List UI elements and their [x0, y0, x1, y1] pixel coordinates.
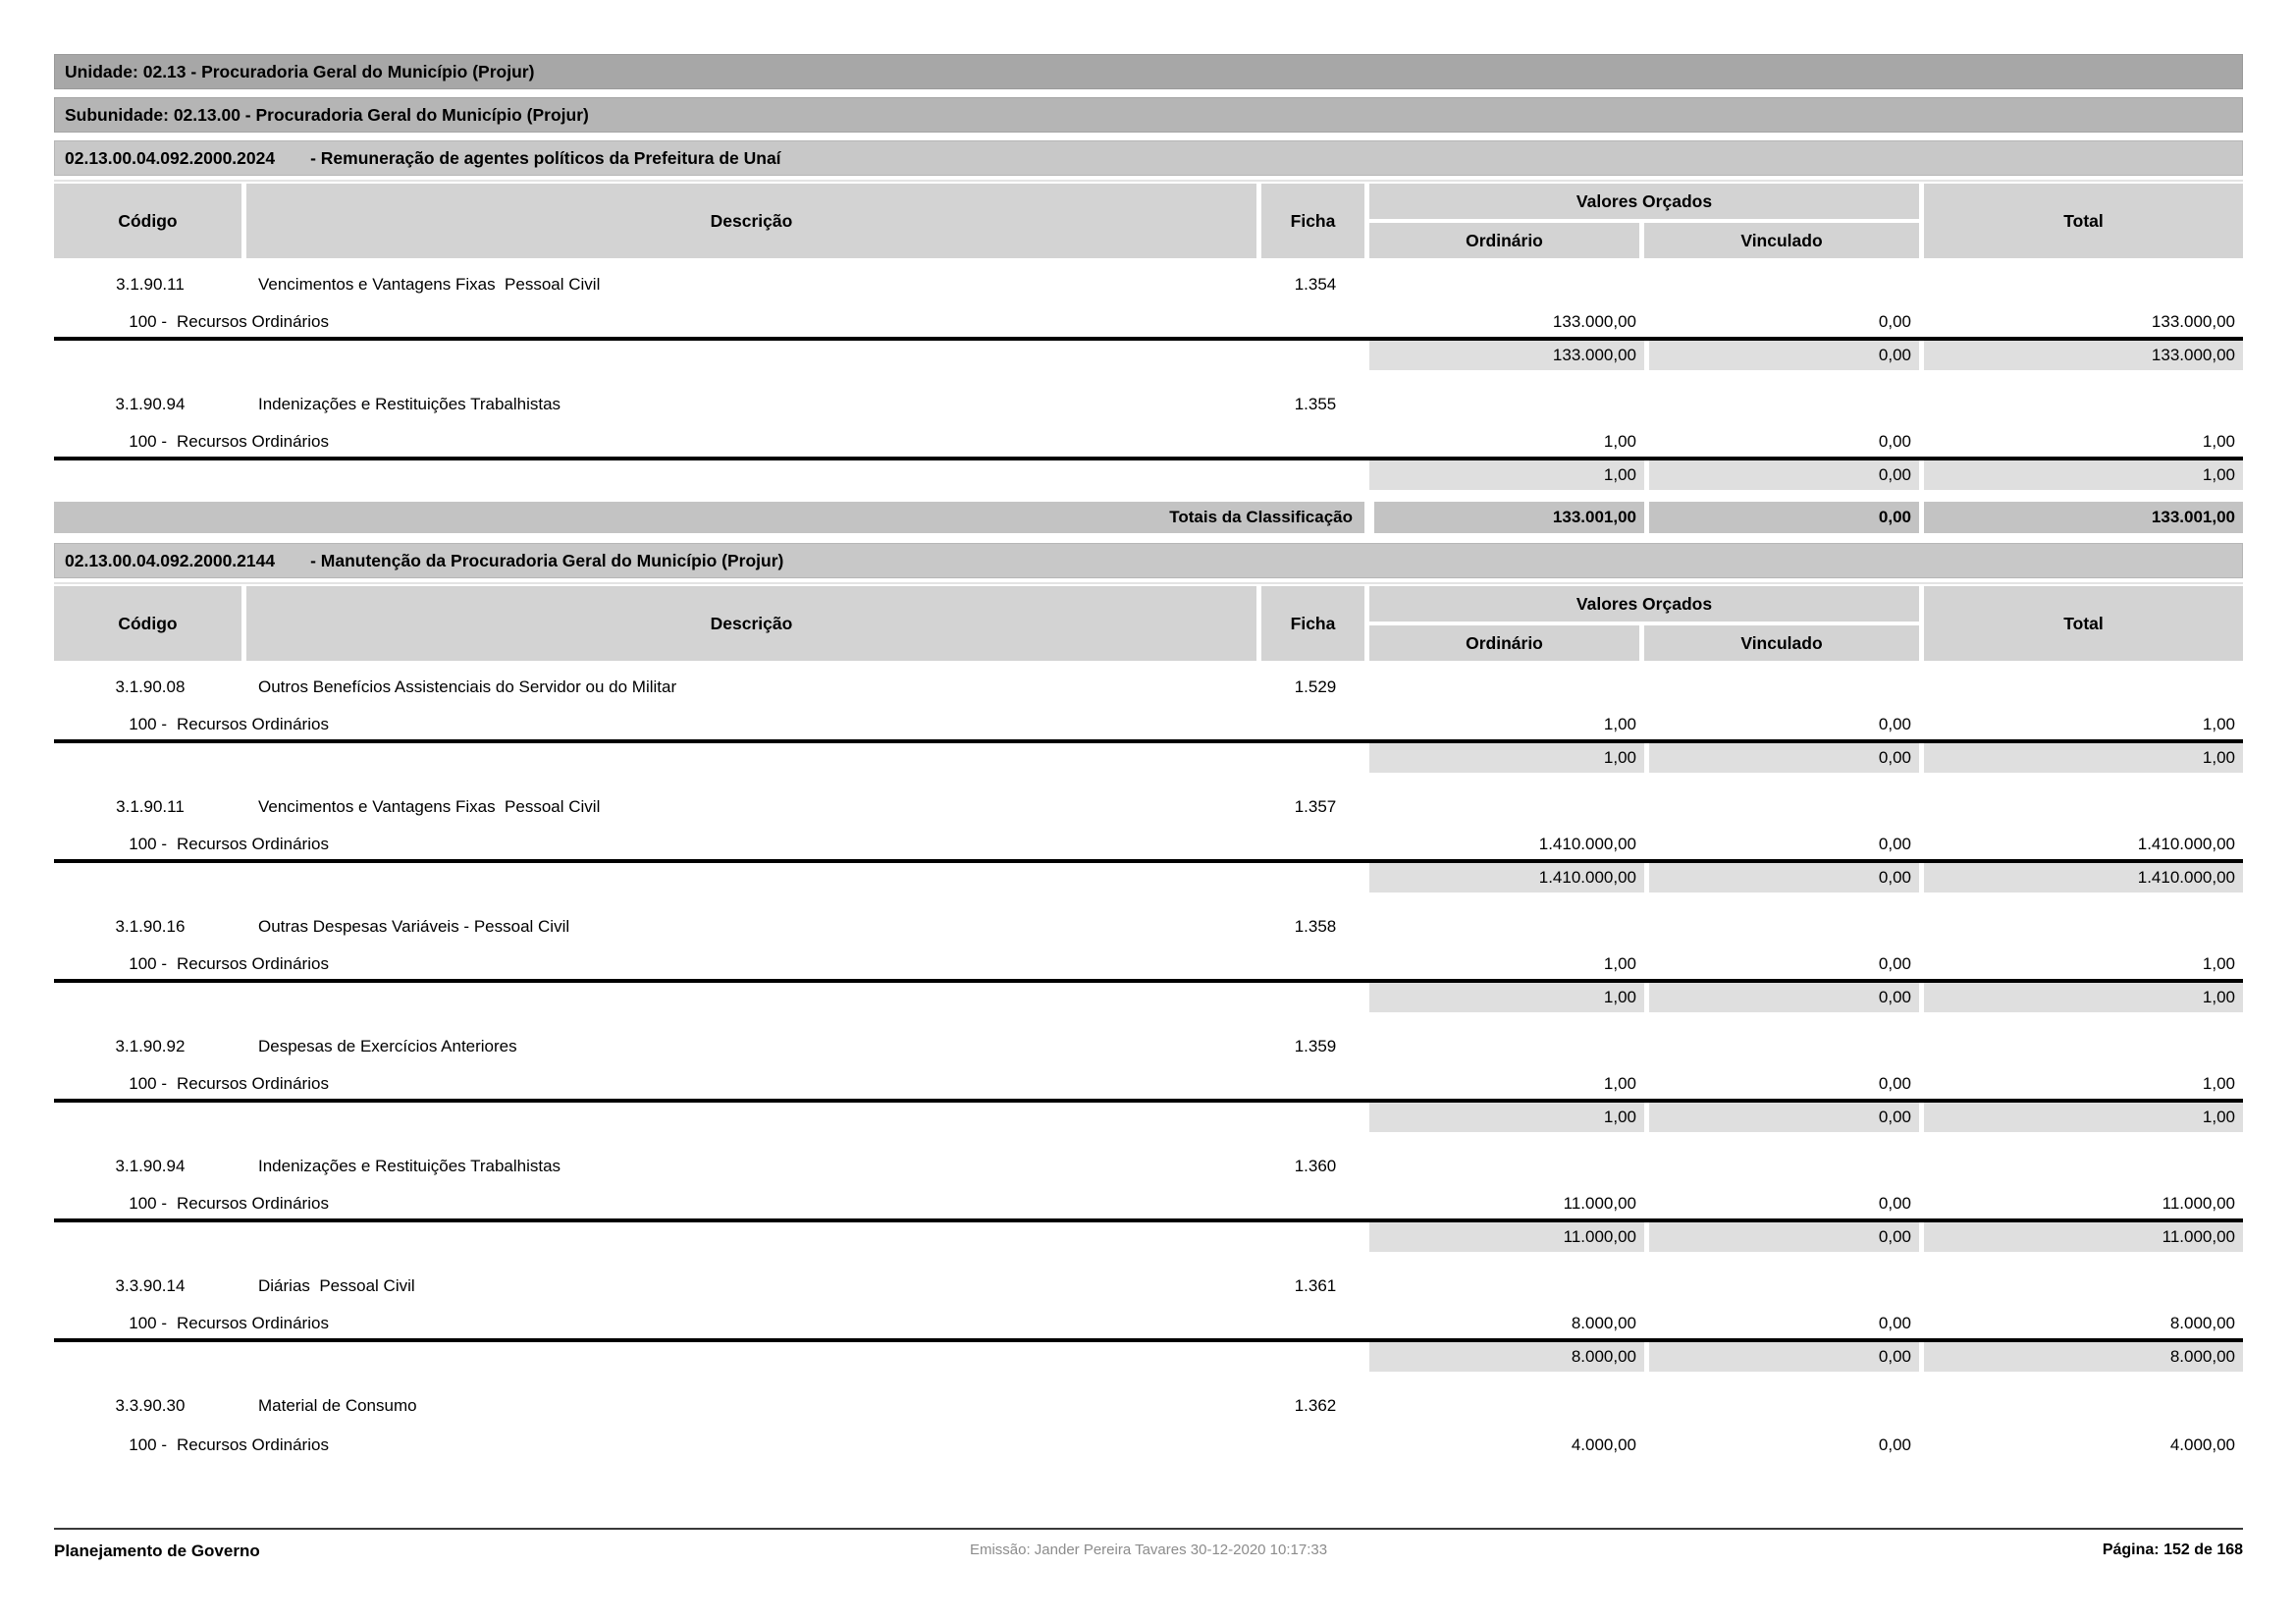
- resource-number: 100 -: [129, 954, 167, 973]
- entry-row: [54, 382, 2243, 427]
- subtotal-ordinario: 133.000,00: [1369, 341, 1644, 370]
- subtotal-vinculado: 0,00: [1644, 743, 1919, 773]
- subtotal-row: [54, 1222, 2243, 1252]
- subtotal-vinculado: 0,00: [1644, 863, 1919, 893]
- program-code: 02.13.00.04.092.2000.2024: [65, 147, 276, 168]
- subtotal-spacer: [54, 341, 1369, 370]
- entry-descricao: Indenizações e Restituições Trabalhistas: [258, 395, 561, 413]
- resource-number: 100 -: [129, 1074, 167, 1093]
- subtotal-row: [54, 983, 2243, 1012]
- resource-ordinario: 133.000,00: [1552, 312, 1636, 331]
- page-footer: [54, 1528, 2243, 1561]
- resource-cell: [54, 715, 1369, 734]
- entry-ficha: 1.357: [1294, 797, 1337, 816]
- entry-row: [54, 784, 2243, 830]
- resource-name: Recursos Ordinários: [177, 1194, 329, 1213]
- resource-total: 133.000,00: [2151, 312, 2235, 331]
- resource-number: 100 -: [129, 1194, 167, 1213]
- resource-name: Recursos Ordinários: [177, 1074, 329, 1093]
- entry-ficha: 1.360: [1294, 1157, 1337, 1175]
- subtotal-vinculado: 0,00: [1644, 983, 1919, 1012]
- resource-cell: [54, 1435, 1369, 1455]
- resource-ordinario: 1,00: [1603, 954, 1636, 973]
- table-header: [54, 180, 2243, 258]
- resource-name: Recursos Ordinários: [177, 432, 329, 451]
- entry-row: [54, 904, 2243, 949]
- subtotal-vinculado: 0,00: [1644, 1103, 1919, 1132]
- entry-ficha: 1.355: [1294, 395, 1337, 413]
- col-header-codigo: Código: [54, 586, 246, 661]
- subtotal-ordinario: 1,00: [1369, 983, 1644, 1012]
- subtotal-spacer: [54, 1103, 1369, 1132]
- col-header-total: Total: [1919, 586, 2243, 661]
- totals-label-cell: [54, 502, 1369, 533]
- resource-ordinario: 1,00: [1603, 715, 1636, 733]
- subtotal-row: [54, 1342, 2243, 1372]
- resource-name: Recursos Ordinários: [177, 835, 329, 853]
- budget-entry: [54, 382, 2243, 490]
- entry-descricao: Indenizações e Restituições Trabalhistas: [258, 1157, 561, 1175]
- resource-vinculado: 0,00: [1878, 1074, 1911, 1093]
- entry-ficha: 1.529: [1294, 677, 1337, 696]
- entry-descricao: Outros Benefícios Assistenciais do Servidor ou do Militar: [258, 677, 677, 696]
- resource-number: 100 -: [129, 835, 167, 853]
- resource-cell: [54, 1314, 1369, 1333]
- resource-ordinario: 1,00: [1603, 432, 1636, 451]
- resource-ordinario: 1.410.000,00: [1538, 835, 1636, 853]
- subtotal-total: 133.000,00: [1919, 341, 2243, 370]
- resource-total: 8.000,00: [2169, 1314, 2235, 1332]
- subtotal-spacer: [54, 1342, 1369, 1372]
- subtotal-total: 1,00: [1919, 743, 2243, 773]
- col-header-ordinario: Ordinário: [1369, 625, 1644, 661]
- entry-row: [54, 1383, 2243, 1429]
- totals-label: Totais da Classificação: [1169, 508, 1353, 526]
- resource-cell: [54, 954, 1369, 974]
- subtotal-row: [54, 341, 2243, 370]
- subtotal-ordinario: 1,00: [1369, 1103, 1644, 1132]
- subtotal-ordinario: 1,00: [1369, 743, 1644, 773]
- classification-section: [54, 543, 2243, 1462]
- classification-section: [54, 140, 2243, 533]
- resource-row: [54, 427, 2243, 460]
- resource-cell: [54, 312, 1369, 332]
- resource-row: [54, 830, 2243, 863]
- entry-ficha: 1.354: [1294, 275, 1337, 294]
- resource-ordinario: 1,00: [1603, 1074, 1636, 1093]
- resource-name: Recursos Ordinários: [177, 1314, 329, 1332]
- resource-row: [54, 949, 2243, 983]
- entry-codigo: 3.3.90.14: [115, 1276, 186, 1295]
- valores-orcados-group: [1369, 184, 1919, 258]
- entry-row: [54, 262, 2243, 307]
- col-header-descricao: Descrição: [246, 184, 1261, 258]
- col-header-vinculado: Vinculado: [1644, 625, 1919, 661]
- resource-row: [54, 710, 2243, 743]
- totals-total: 133.001,00: [1919, 502, 2243, 533]
- subtotal-ordinario: 1.410.000,00: [1369, 863, 1644, 893]
- resource-cell: [54, 1194, 1369, 1214]
- col-header-vinculado: Vinculado: [1644, 223, 1919, 258]
- table-rows: [54, 262, 2243, 533]
- col-header-descricao: Descrição: [246, 586, 1261, 661]
- resource-total: 1,00: [2202, 432, 2235, 451]
- valores-sub-header: [1369, 625, 1919, 661]
- resource-row: [54, 1429, 2243, 1462]
- entry-codigo: 3.1.90.11: [116, 275, 185, 294]
- subtotal-row: [54, 460, 2243, 490]
- entry-codigo: 3.1.90.92: [115, 1037, 186, 1055]
- budget-entry: [54, 904, 2243, 1012]
- col-header-ordinario: Ordinário: [1369, 223, 1644, 258]
- resource-name: Recursos Ordinários: [177, 312, 329, 331]
- budget-entry: [54, 784, 2243, 893]
- subunidade-bar: Subunidade: 02.13.00 - Procuradoria Geral do Município (Projur): [54, 97, 2243, 133]
- budget-entry: [54, 1264, 2243, 1372]
- subtotal-ordinario: 8.000,00: [1369, 1342, 1644, 1372]
- resource-ordinario: 8.000,00: [1571, 1314, 1636, 1332]
- entry-codigo: 3.1.90.11: [116, 797, 185, 816]
- totals-ordinario: 133.001,00: [1369, 502, 1644, 533]
- col-header-valores: Valores Orçados: [1369, 586, 1919, 622]
- table-header: [54, 582, 2243, 661]
- resource-total: 1,00: [2202, 1074, 2235, 1093]
- resource-name: Recursos Ordinários: [177, 954, 329, 973]
- budget-entry: [54, 1144, 2243, 1252]
- resource-vinculado: 0,00: [1878, 1435, 1911, 1454]
- subtotal-total: 1,00: [1919, 460, 2243, 490]
- program-header-bar: [54, 140, 2243, 176]
- entry-ficha: 1.358: [1294, 917, 1337, 936]
- resource-vinculado: 0,00: [1878, 835, 1911, 853]
- program-title: - Manutenção da Procuradoria Geral do Município (Projur): [310, 550, 784, 570]
- program-title: - Remuneração de agentes políticos da Prefeitura de Unaí: [310, 147, 781, 168]
- resource-ordinario: 11.000,00: [1563, 1194, 1636, 1213]
- entry-row: [54, 1264, 2243, 1309]
- entry-descricao: Vencimentos e Vantagens Fixas Pessoal Civil: [258, 275, 601, 294]
- col-header-valores: Valores Orçados: [1369, 184, 1919, 219]
- subtotal-vinculado: 0,00: [1644, 1342, 1919, 1372]
- resource-name: Recursos Ordinários: [177, 1435, 329, 1454]
- resource-total: 1.410.000,00: [2137, 835, 2235, 853]
- resource-vinculado: 0,00: [1878, 432, 1911, 451]
- subtotal-vinculado: 0,00: [1644, 460, 1919, 490]
- program-code: 02.13.00.04.092.2000.2144: [65, 550, 276, 570]
- resource-vinculado: 0,00: [1878, 954, 1911, 973]
- entry-row: [54, 665, 2243, 710]
- resource-row: [54, 307, 2243, 341]
- valores-sub-header: [1369, 223, 1919, 258]
- subtotal-spacer: [54, 743, 1369, 773]
- sections-container: [54, 140, 2243, 1462]
- resource-vinculado: 0,00: [1878, 1314, 1911, 1332]
- entry-codigo: 3.1.90.94: [115, 1157, 186, 1175]
- unidade-bar: Unidade: 02.13 - Procuradoria Geral do Município (Projur): [54, 54, 2243, 89]
- resource-row: [54, 1309, 2243, 1342]
- resource-number: 100 -: [129, 432, 167, 451]
- resource-cell: [54, 835, 1369, 854]
- subtotal-spacer: [54, 460, 1369, 490]
- resource-cell: [54, 432, 1369, 452]
- entry-ficha: 1.361: [1294, 1276, 1337, 1295]
- subtotal-ordinario: 11.000,00: [1369, 1222, 1644, 1252]
- entry-descricao: Diárias Pessoal Civil: [258, 1276, 415, 1295]
- entry-descricao: Outras Despesas Variáveis - Pessoal Civil: [258, 917, 570, 936]
- valores-orcados-group: [1369, 586, 1919, 661]
- entry-row: [54, 1024, 2243, 1069]
- subtotal-ordinario: 1,00: [1369, 460, 1644, 490]
- subtotal-total: 8.000,00: [1919, 1342, 2243, 1372]
- resource-ordinario: 4.000,00: [1571, 1435, 1636, 1454]
- entry-codigo: 3.1.90.16: [115, 917, 186, 936]
- subtotal-row: [54, 1103, 2243, 1132]
- totals-vinculado: 0,00: [1644, 502, 1919, 533]
- col-header-codigo: Código: [54, 184, 246, 258]
- entry-ficha: 1.362: [1294, 1396, 1337, 1415]
- resource-cell: [54, 1074, 1369, 1094]
- subtotal-total: 11.000,00: [1919, 1222, 2243, 1252]
- subtotal-total: 1.410.000,00: [1919, 863, 2243, 893]
- footer-system-name: Planejamento de Governo: [54, 1542, 260, 1560]
- budget-entry: [54, 262, 2243, 370]
- resource-number: 100 -: [129, 715, 167, 733]
- entry-row: [54, 1144, 2243, 1189]
- entry-codigo: 3.1.90.94: [115, 395, 186, 413]
- entry-ficha: 1.359: [1294, 1037, 1337, 1055]
- subtotal-total: 1,00: [1919, 1103, 2243, 1132]
- resource-total: 1,00: [2202, 954, 2235, 973]
- entry-codigo: 3.3.90.30: [115, 1396, 186, 1415]
- subtotal-spacer: [54, 863, 1369, 893]
- footer-emission-info: Emissão: Jander Pereira Tavares 30-12-2020 10:17:33: [969, 1542, 1328, 1558]
- subtotal-row: [54, 863, 2243, 893]
- resource-number: 100 -: [129, 1314, 167, 1332]
- entry-descricao: Despesas de Exercícios Anteriores: [258, 1037, 517, 1055]
- budget-entry: [54, 665, 2243, 773]
- entry-descricao: Vencimentos e Vantagens Fixas Pessoal Civil: [258, 797, 601, 816]
- resource-vinculado: 0,00: [1878, 715, 1911, 733]
- resource-vinculado: 0,00: [1878, 1194, 1911, 1213]
- resource-row: [54, 1189, 2243, 1222]
- resource-number: 100 -: [129, 1435, 167, 1454]
- col-header-ficha: Ficha: [1261, 586, 1369, 661]
- table-rows: [54, 665, 2243, 1462]
- subtotal-total: 1,00: [1919, 983, 2243, 1012]
- resource-total: 11.000,00: [2162, 1194, 2235, 1213]
- budget-entry: [54, 1383, 2243, 1462]
- entry-codigo: 3.1.90.08: [115, 677, 186, 696]
- program-header-bar: [54, 543, 2243, 578]
- resource-number: 100 -: [129, 312, 167, 331]
- subtotal-spacer: [54, 1222, 1369, 1252]
- resource-name: Recursos Ordinários: [177, 715, 329, 733]
- col-header-ficha: Ficha: [1261, 184, 1369, 258]
- footer-page-number: Página: 152 de 168: [2102, 1542, 2244, 1558]
- col-header-total: Total: [1919, 184, 2243, 258]
- resource-total: 1,00: [2202, 715, 2235, 733]
- entry-descricao: Material de Consumo: [258, 1396, 417, 1415]
- resource-total: 4.000,00: [2169, 1435, 2235, 1454]
- classification-totals-row: [54, 502, 2243, 533]
- resource-vinculado: 0,00: [1878, 312, 1911, 331]
- budget-entry: [54, 1024, 2243, 1132]
- subtotal-vinculado: 0,00: [1644, 341, 1919, 370]
- resource-row: [54, 1069, 2243, 1103]
- subtotal-row: [54, 743, 2243, 773]
- subtotal-vinculado: 0,00: [1644, 1222, 1919, 1252]
- subtotal-spacer: [54, 983, 1369, 1012]
